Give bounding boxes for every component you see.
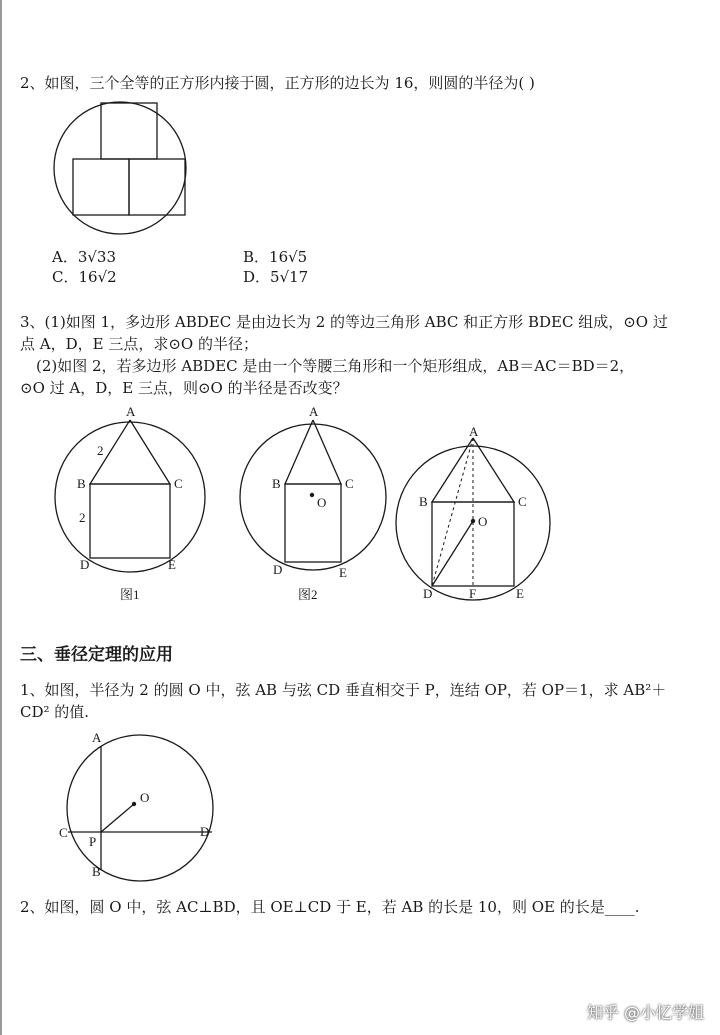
fig3-label-a: A xyxy=(469,424,479,439)
fig2-label-a: A xyxy=(309,404,319,419)
s3-label-c: C xyxy=(59,825,68,840)
fig1-label-d: D xyxy=(80,557,90,572)
fig1-label-side-ab: 2 xyxy=(97,443,104,458)
fig1-label-e: E xyxy=(168,557,176,572)
q2-figure xyxy=(55,95,215,255)
q2-right-square xyxy=(129,159,185,215)
s3-label-p: P xyxy=(89,834,97,849)
fig1-label-c: C xyxy=(174,476,183,491)
q3-figure-2 xyxy=(233,402,393,607)
page-left-border xyxy=(0,0,2,1035)
q2-option-b: B．16√5 xyxy=(243,248,308,266)
fig1-caption: 图1 xyxy=(120,587,140,602)
s3-q2-text: 2、如图，圆 O 中，弦 AC⊥BD，且 OE⊥CD 于 E，若 AB 的长是 10，则 OE 的长是____. xyxy=(20,898,640,916)
fig1-label-b: B xyxy=(77,476,86,491)
s3-q1-line1: 1、如图，半径为 2 的圆 O 中，弦 AB 与弦 CD 垂直相交于 P，连结 OP，若 OP＝1，求 AB²＋ xyxy=(20,681,667,699)
q3-line2: 点 A，D，E 三点，求⊙O 的半径； xyxy=(20,335,258,353)
fig1-label-a: A xyxy=(126,404,136,419)
q3-line3: (2)如图 2，若多边形 ABDEC 是由一个等腰三角形和一个矩形组成，AB＝AC＝BD＝2， xyxy=(36,357,635,375)
s3-q1-figure xyxy=(55,728,225,883)
fig3-label-o: O xyxy=(478,514,488,529)
q2-left-square xyxy=(73,159,129,215)
fig2-label-c: C xyxy=(345,476,354,491)
fig3-label-b: B xyxy=(419,494,428,509)
fig3-label-c: C xyxy=(518,494,527,509)
q3-line1: 3、(1)如图 1，多边形 ABDEC 是由边长为 2 的等边三角形 ABC 和正方形 BDEC 组成，⊙O 过 xyxy=(20,313,668,331)
q3-figure-3 xyxy=(393,424,563,603)
watermark: 知乎 @小忆学姐 xyxy=(586,1003,704,1022)
fig2-label-b: B xyxy=(272,476,281,491)
q2-text: 2、如图，三个全等的正方形内接于圆，正方形的边长为 16，则圆的半径为( ) xyxy=(20,74,535,92)
q2-option-d: D．5√17 xyxy=(243,268,309,286)
fig1-label-side-bd: 2 xyxy=(79,510,86,525)
q2-top-square xyxy=(101,103,157,159)
fig3-label-d: D xyxy=(423,586,433,601)
q3-figure-1 xyxy=(50,402,220,607)
fig3-label-f: F xyxy=(469,586,477,601)
s3-label-d: D xyxy=(200,824,210,839)
fig2-label-e: E xyxy=(339,565,347,580)
s3-label-b: B xyxy=(92,864,101,879)
section3-heading: 三、垂径定理的应用 xyxy=(20,645,173,665)
q2-circle xyxy=(54,102,186,234)
s3-label-o: O xyxy=(140,790,150,805)
q2-option-c: C．16√2 xyxy=(52,268,117,286)
fig3-label-e: E xyxy=(516,586,524,601)
q2-option-a: A．3√33 xyxy=(52,248,117,266)
fig2-caption: 图2 xyxy=(298,587,318,602)
s3-label-a: A xyxy=(92,730,102,745)
q3-line4: ⊙O 过 A，D，E 三点，则⊙O 的半径是否改变？ xyxy=(20,379,348,397)
fig2-label-o: O xyxy=(317,495,327,510)
s3-q1-line2: CD² 的值. xyxy=(20,703,90,721)
fig2-label-d: D xyxy=(273,562,283,577)
